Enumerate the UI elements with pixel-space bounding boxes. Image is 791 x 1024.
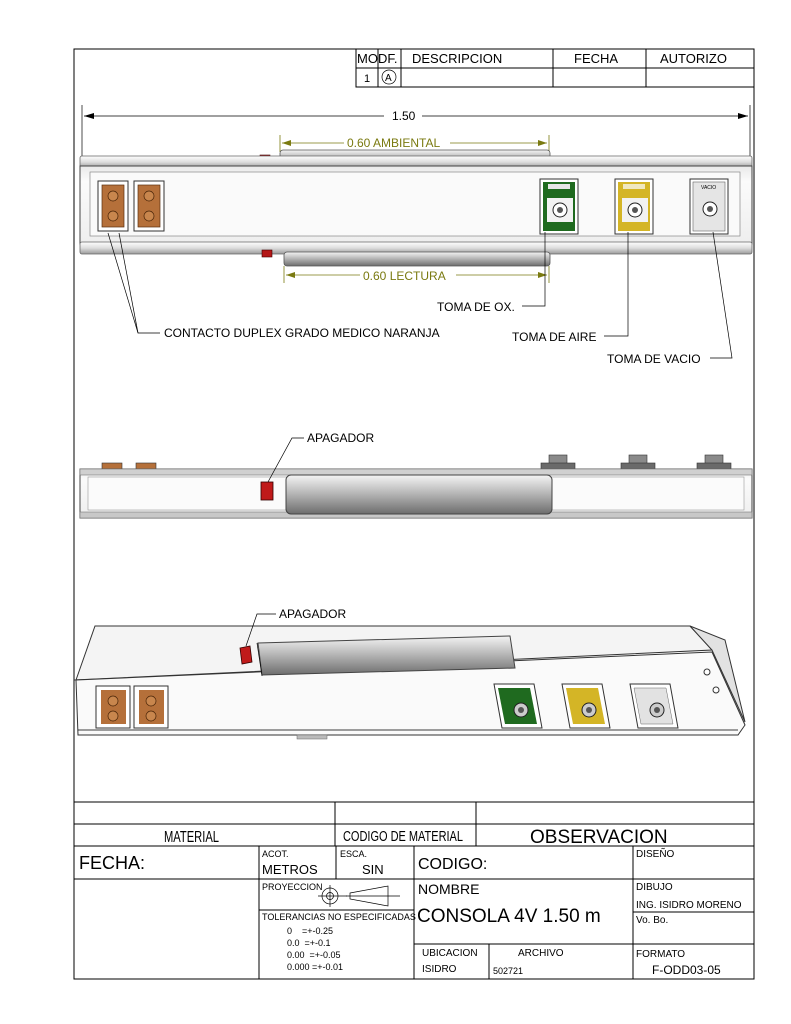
ubicacion-value: ISIDRO bbox=[422, 964, 457, 975]
dim-lectura-label: 0.60 LECTURA bbox=[363, 269, 446, 283]
duplex-outlet-1 bbox=[98, 181, 128, 231]
material-label: MATERIAL bbox=[164, 829, 220, 846]
acot-value: METROS bbox=[262, 862, 318, 877]
codigo-label: CODIGO: bbox=[418, 856, 488, 873]
duplex-outlet-2 bbox=[134, 181, 164, 231]
formato-value: F-ODD03-05 bbox=[652, 963, 721, 977]
callout-contacto: CONTACTO DUPLEX GRADO MEDICO NARANJA bbox=[164, 326, 440, 340]
formato-label: FORMATO bbox=[636, 949, 686, 960]
esca-value: SIN bbox=[362, 862, 384, 877]
top-view-console bbox=[80, 150, 752, 266]
callout-apagador-side: APAGADOR bbox=[307, 431, 375, 445]
oxygen-outlet-panel bbox=[540, 179, 578, 234]
iso-outlet-1 bbox=[96, 686, 130, 728]
iso-outlet-2 bbox=[134, 686, 168, 728]
rev-row-mark: A bbox=[385, 73, 392, 84]
nombre-value: CONSOLA 4V 1.50 m bbox=[417, 906, 601, 927]
nombre-label: NOMBRE bbox=[418, 881, 480, 897]
ubicacion-label: UBICACION bbox=[422, 948, 478, 959]
fecha-label: FECHA: bbox=[79, 853, 146, 873]
projection-symbol bbox=[318, 885, 400, 907]
dim-lectura bbox=[284, 266, 549, 283]
vobo-label: Vo. Bo. bbox=[636, 915, 669, 926]
tolerance-2: 0.00 =+-0.05 bbox=[287, 950, 341, 960]
acot-label: ACOT. bbox=[262, 849, 289, 859]
vacuum-panel-label: VACIO bbox=[701, 185, 717, 191]
dim-ambiental-label: 0.60 AMBIENTAL bbox=[347, 136, 441, 150]
tolerance-1: 0.0 =+-0.1 bbox=[287, 938, 331, 948]
dibujo-label: DIBUJO bbox=[636, 882, 673, 893]
observacion-label: OBSERVACION bbox=[530, 827, 668, 848]
codigo-material-label: CODIGO DE MATERIAL bbox=[343, 828, 463, 845]
rev-row-modf: 1 bbox=[364, 73, 371, 85]
side-light-tube bbox=[286, 475, 552, 514]
esca-label: ESCA. bbox=[340, 849, 368, 859]
archivo-value: 502721 bbox=[493, 966, 524, 976]
revision-table bbox=[356, 49, 754, 87]
rev-header-modf: MODF. bbox=[357, 51, 398, 66]
dim-ambiental bbox=[280, 135, 549, 152]
tolerance-3: 0.000 =+-0.01 bbox=[287, 962, 344, 972]
rev-header-fecha: FECHA bbox=[574, 51, 619, 66]
air-outlet-panel bbox=[615, 179, 653, 234]
iso-light-tube bbox=[258, 636, 515, 675]
iso-vacuum-panel bbox=[630, 684, 678, 728]
proyeccion-label: PROYECCION bbox=[262, 882, 323, 892]
iso-switch bbox=[240, 646, 252, 664]
side-view-console bbox=[80, 438, 752, 518]
tolerancias-label: TOLERANCIAS NO ESPECIFICADAS bbox=[262, 912, 416, 922]
iso-oxygen-panel bbox=[494, 684, 542, 728]
reading-light bbox=[284, 252, 550, 266]
callout-toma-ox: TOMA DE OX. bbox=[437, 300, 515, 314]
dim-overall-label: 1.50 bbox=[392, 109, 416, 123]
iso-air-panel bbox=[562, 684, 610, 728]
callout-toma-aire: TOMA DE AIRE bbox=[512, 330, 597, 344]
rev-header-descripcion: DESCRIPCION bbox=[412, 51, 503, 66]
isometric-view-console bbox=[74, 614, 745, 739]
tolerance-0: 0 =+-0.25 bbox=[287, 926, 334, 936]
diseno-label: DISEÑO bbox=[636, 849, 675, 860]
archivo-label: ARCHIVO bbox=[518, 948, 564, 959]
vacuum-outlet-panel bbox=[690, 179, 728, 234]
callout-toma-vacio: TOMA DE VACIO bbox=[607, 352, 701, 366]
rev-header-autorizo: AUTORIZO bbox=[660, 51, 727, 66]
dibujo-value: ING. ISIDRO MORENO bbox=[636, 900, 742, 911]
side-switch bbox=[261, 482, 273, 500]
callout-apagador-iso: APAGADOR bbox=[279, 607, 347, 621]
